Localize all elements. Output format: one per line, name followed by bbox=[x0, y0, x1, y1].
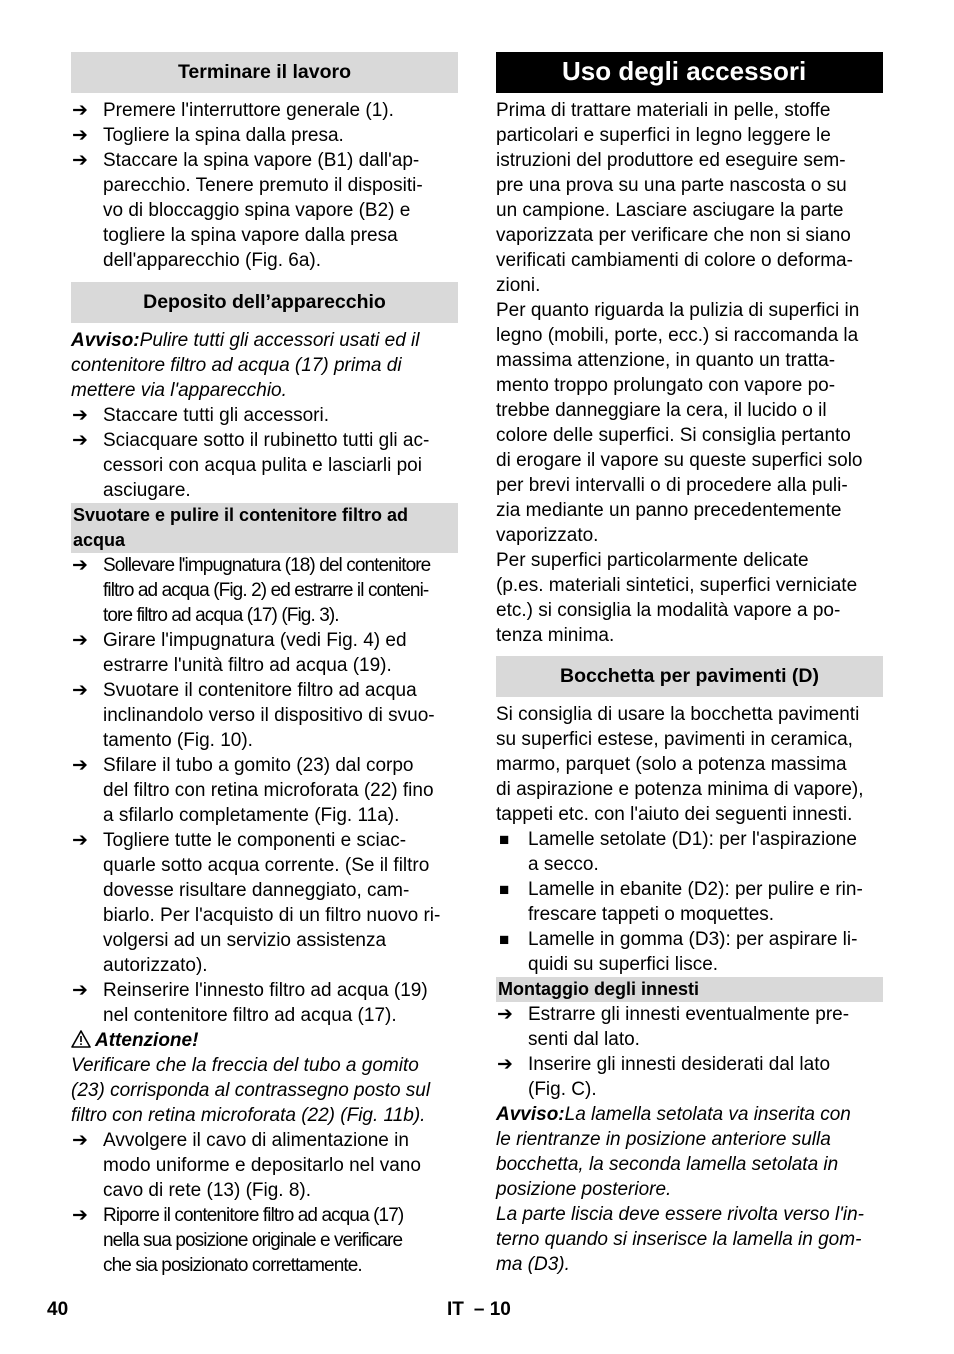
list-item bbox=[71, 978, 458, 1028]
arrow-right-icon: ➔ bbox=[72, 1205, 88, 1226]
paragraph-line: vaporizzata per verificare che non si siano bbox=[496, 225, 851, 246]
list-item-line: Riporre il contenitore filtro ad acqua (17) bbox=[103, 1205, 404, 1226]
bullet-item bbox=[496, 877, 883, 927]
list-deposito bbox=[71, 403, 458, 503]
list-item-line: Staccare tutti gli accessori. bbox=[103, 405, 329, 426]
list-item bbox=[71, 403, 458, 428]
paragraph-delicate bbox=[496, 548, 883, 648]
warning-line: (23) corrisponda al contrassegno posto sul bbox=[71, 1080, 431, 1101]
list-item-line: Staccare la spina vapore (B1) dall'ap- bbox=[103, 150, 420, 171]
list-item-line: Sollevare l'impugnatura (18) del contenitore bbox=[103, 555, 431, 576]
notice-line: Pulire tutti gli accessori usati ed il bbox=[139, 330, 420, 351]
list-item-line: Estrarre gli innesti eventualmente pre- bbox=[528, 1004, 850, 1025]
list-item-line: Lamelle setolate (D1): per l'aspirazione bbox=[528, 829, 857, 850]
paragraph-line: un campione. Lasciare asciugare la parte bbox=[496, 200, 844, 221]
arrow-right-icon: ➔ bbox=[72, 555, 88, 576]
arrow-right-icon: ➔ bbox=[72, 100, 88, 121]
page-number: 40 bbox=[47, 1299, 69, 1320]
paragraph-line: zioni. bbox=[496, 275, 541, 296]
arrow-right-icon: ➔ bbox=[72, 430, 88, 451]
list-item-line: Togliere tutte le componenti e sciac- bbox=[103, 830, 407, 851]
heading-svuotare bbox=[71, 503, 458, 553]
paragraph-line: vaporizzato. bbox=[496, 525, 599, 546]
arrow-right-icon: ➔ bbox=[497, 1054, 513, 1075]
paragraph-line: Per superfici particolarmente delicate bbox=[496, 550, 809, 571]
right-column bbox=[496, 52, 883, 1277]
list-item-line: nella sua posizione originale e verificare bbox=[103, 1230, 403, 1251]
list-item-line: del filtro con retina microforata (22) fino bbox=[103, 780, 434, 801]
arrow-right-icon: ➔ bbox=[72, 405, 88, 426]
list-item-line: autorizzato). bbox=[103, 955, 208, 976]
list-item-line: Girare l'impugnatura (vedi Fig. 4) ed bbox=[103, 630, 407, 651]
arrow-right-icon: ➔ bbox=[72, 630, 88, 651]
list-item-line: dovesse risultare danneggiato, cam- bbox=[103, 880, 410, 901]
list-item-line: filtro ad acqua (Fig. 2) ed estrarre il conteni- bbox=[103, 580, 429, 601]
warning-block bbox=[71, 1028, 458, 1128]
bullet-item bbox=[496, 827, 883, 877]
left-column bbox=[71, 52, 458, 1278]
list-item bbox=[496, 1002, 883, 1052]
list-item-line: quidi su superfici lisce. bbox=[528, 954, 719, 975]
list-item-line: Lamelle in gomma (D3): per aspirare li- bbox=[528, 929, 858, 950]
notice-liscia bbox=[496, 1202, 883, 1277]
heading-terminare: Terminare il lavoro bbox=[71, 52, 458, 93]
list-item bbox=[71, 828, 458, 978]
heading-montaggio: Montaggio degli innesti bbox=[496, 977, 883, 1002]
list-item-line: dell'apparecchio (Fig. 6a). bbox=[103, 250, 322, 271]
square-bullet-icon: ■ bbox=[499, 880, 510, 899]
list-item-line: volgersi ad un servizio assistenza bbox=[103, 930, 387, 951]
paragraph-bocchetta bbox=[496, 702, 883, 827]
list-item-line: inclinandolo verso il dispositivo di svuo- bbox=[103, 705, 435, 726]
heading-svuotare-line: Svuotare e pulire il contenitore filtro ad bbox=[73, 505, 409, 525]
list-item-line: Inserire gli innesti desiderati dal lato bbox=[528, 1054, 831, 1075]
list-item bbox=[71, 98, 458, 123]
paragraph-line: La parte liscia deve essere rivolta verso l'in- bbox=[496, 1204, 864, 1225]
paragraph-line: Prima di trattare materiali in pelle, stoffe bbox=[496, 100, 831, 121]
paragraph-line: legno (mobili, porte, ecc.) si raccomanda la bbox=[496, 325, 859, 346]
list-item-line: Reinserire l'innesto filtro ad acqua (19) bbox=[103, 980, 428, 1001]
list-item-line: vo di bloccaggio spina vapore (B2) e bbox=[103, 200, 411, 221]
list-item-line: che sia posizionato correttamente. bbox=[103, 1255, 362, 1276]
paragraph-legno bbox=[496, 298, 883, 548]
list-item-line: Avvolgere il cavo di alimentazione in bbox=[103, 1130, 409, 1151]
list-item bbox=[71, 753, 458, 828]
list-item-line: frescare tappeti o moquettes. bbox=[528, 904, 775, 925]
notice-line: le rientranze in posizione anteriore sulla bbox=[496, 1129, 831, 1150]
arrow-right-icon: ➔ bbox=[72, 150, 88, 171]
list-item-line: Premere l'interruttore generale (1). bbox=[103, 100, 394, 121]
list-item-line: a secco. bbox=[528, 854, 599, 875]
list-item-line: Sfilare il tubo a gomito (23) dal corpo bbox=[103, 755, 414, 776]
list-item bbox=[71, 628, 458, 678]
arrow-right-icon: ➔ bbox=[72, 980, 88, 1001]
list-item-line: nel contenitore filtro ad acqua (17). bbox=[103, 1005, 397, 1026]
list-item bbox=[71, 678, 458, 753]
paragraph-line: verificati cambiamenti di colore o deforma- bbox=[496, 250, 853, 271]
list-item-line: Lamelle in ebanite (D2): per pulire e rin- bbox=[528, 879, 863, 900]
list-svuotare-a bbox=[71, 553, 458, 628]
warning-title: Attenzione! bbox=[95, 1030, 199, 1051]
warning-line: filtro con retina microforata (22) (Fig. 11b). bbox=[71, 1105, 426, 1126]
list-item-line: Togliere la spina dalla presa. bbox=[103, 125, 344, 146]
list-item-line: modo uniforme e depositarlo nel vano bbox=[103, 1155, 421, 1176]
paragraph-line: ma (D3). bbox=[496, 1254, 570, 1275]
list-item bbox=[71, 553, 458, 628]
list-item-line: Svuotare il contenitore filtro ad acqua bbox=[103, 680, 417, 701]
list-item bbox=[71, 428, 458, 503]
list-final-a bbox=[71, 1128, 458, 1203]
arrow-right-icon: ➔ bbox=[72, 1130, 88, 1151]
list-item bbox=[71, 123, 458, 148]
list-item-line: tamento (Fig. 10). bbox=[103, 730, 253, 751]
list-item-line: senti dal lato. bbox=[528, 1029, 640, 1050]
list-item-line: cessori con acqua pulita e lasciarli poi bbox=[103, 455, 422, 476]
list-item-line: quarle sotto acqua corrente. (Se il filtro bbox=[103, 855, 430, 876]
paragraph-line: zia mediante un panno precedentemente bbox=[496, 500, 842, 521]
notice-label: Avviso: bbox=[496, 1104, 565, 1125]
section-title: Uso degli accessori bbox=[496, 52, 883, 93]
square-bullet-icon: ■ bbox=[499, 830, 510, 849]
footer-section-page: – 10 bbox=[473, 1299, 511, 1320]
paragraph-line: Per quanto riguarda la pulizia di superfici in bbox=[496, 300, 860, 321]
list-item bbox=[71, 148, 458, 273]
list-item-line: estrarre l'unità filtro ad acqua (19). bbox=[103, 655, 392, 676]
list-item-line: (Fig. C). bbox=[528, 1079, 597, 1100]
list-montaggio bbox=[496, 1002, 883, 1102]
list-item-line: togliere la spina vapore dalla presa bbox=[103, 225, 398, 246]
list-item-line: a sfilarlo completamente (Fig. 11a). bbox=[103, 805, 400, 826]
arrow-right-icon: ➔ bbox=[72, 830, 88, 851]
arrow-right-icon: ➔ bbox=[72, 680, 88, 701]
list-final-b bbox=[71, 1203, 458, 1278]
paragraph-line: colore delle superfici. Si consiglia pertanto bbox=[496, 425, 851, 446]
list-item-line: Sciacquare sotto il rubinetto tutti gli ac- bbox=[103, 430, 430, 451]
list-item bbox=[71, 1128, 458, 1203]
notice-line: La lamella setolata va inserita con bbox=[564, 1104, 851, 1125]
notice-label: Avviso: bbox=[71, 330, 140, 351]
heading-bocchetta: Bocchetta per pavimenti (D) bbox=[496, 656, 883, 697]
footer-section bbox=[447, 1296, 511, 1324]
list-svuotare-b bbox=[71, 628, 458, 1028]
warning-line: Verificare che la freccia del tubo a gomito bbox=[71, 1055, 419, 1076]
paragraph-line: istruzioni del produttore ed eseguire sem- bbox=[496, 150, 846, 171]
notice-montaggio bbox=[496, 1102, 883, 1202]
paragraph-line: Si consiglia di usare la bocchetta pavimenti bbox=[496, 704, 860, 725]
notice-line: posizione posteriore. bbox=[496, 1179, 672, 1200]
paragraph-line: terno quando si inserisce la lamella in gom- bbox=[496, 1229, 862, 1250]
paragraph-line: tappeti etc. con l'aiuto dei seguenti innesti. bbox=[496, 804, 853, 825]
paragraph-line: di aspirazione e potenza minima di vapore), bbox=[496, 779, 864, 800]
notice-line: mettere via l'apparecchio. bbox=[71, 380, 287, 401]
list-item bbox=[71, 1203, 458, 1278]
warning-triangle-icon bbox=[71, 1028, 95, 1053]
notice-line: contenitore filtro ad acqua (17) prima di bbox=[71, 355, 402, 376]
heading-svuotare-line: acqua bbox=[73, 530, 126, 550]
list-item-line: asciugare. bbox=[103, 480, 191, 501]
list-item bbox=[496, 1052, 883, 1102]
paragraph-line: particolari e superfici in legno leggere le bbox=[496, 125, 831, 146]
notice-deposito bbox=[71, 328, 458, 403]
arrow-right-icon: ➔ bbox=[72, 755, 88, 776]
square-bullet-icon: ■ bbox=[499, 930, 510, 949]
paragraph-line: su superfici estese, pavimenti in ceramica, bbox=[496, 729, 853, 750]
list-terminare bbox=[71, 98, 458, 273]
list-item-line: tore filtro ad acqua (17) (Fig. 3). bbox=[103, 605, 339, 626]
list-item-line: parecchio. Tenere premuto il dispositi- bbox=[103, 175, 423, 196]
paragraph-line: (p.es. materiali sintetici, superfici verniciate bbox=[496, 575, 858, 596]
notice-line: bocchetta, la seconda lamella setolata in bbox=[496, 1154, 839, 1175]
paragraph-line: mento troppo prolungato con vapore po- bbox=[496, 375, 836, 396]
paragraph-line: tenza minima. bbox=[496, 625, 615, 646]
footer-lang: IT bbox=[447, 1299, 464, 1320]
paragraph-line: trebbe danneggiare la cera, il lucido o il bbox=[496, 400, 827, 421]
bullet-item bbox=[496, 927, 883, 977]
paragraph-line: pre una prova su una parte nascosta o su bbox=[496, 175, 847, 196]
paragraph-line: marmo, parquet (solo a potenza massima bbox=[496, 754, 847, 775]
list-item-line: cavo di rete (13) (Fig. 8). bbox=[103, 1180, 312, 1201]
bullet-list-lamelle bbox=[496, 827, 883, 977]
paragraph-line: massima attenzione, in quanto un tratta- bbox=[496, 350, 836, 371]
heading-deposito: Deposito dell’apparecchio bbox=[71, 282, 458, 323]
paragraph-line: per brevi intervalli o di procedere alla puli- bbox=[496, 475, 848, 496]
arrow-right-icon: ➔ bbox=[497, 1004, 513, 1025]
paragraph-line: etc.) si consiglia la modalità vapore a po- bbox=[496, 600, 841, 621]
paragraph-line: di erogare il vapore su queste superfici solo bbox=[496, 450, 863, 471]
list-item-line: biarlo. Per l'acquisto di un filtro nuovo ri- bbox=[103, 905, 441, 926]
arrow-right-icon: ➔ bbox=[72, 125, 88, 146]
paragraph-intro bbox=[496, 98, 883, 298]
